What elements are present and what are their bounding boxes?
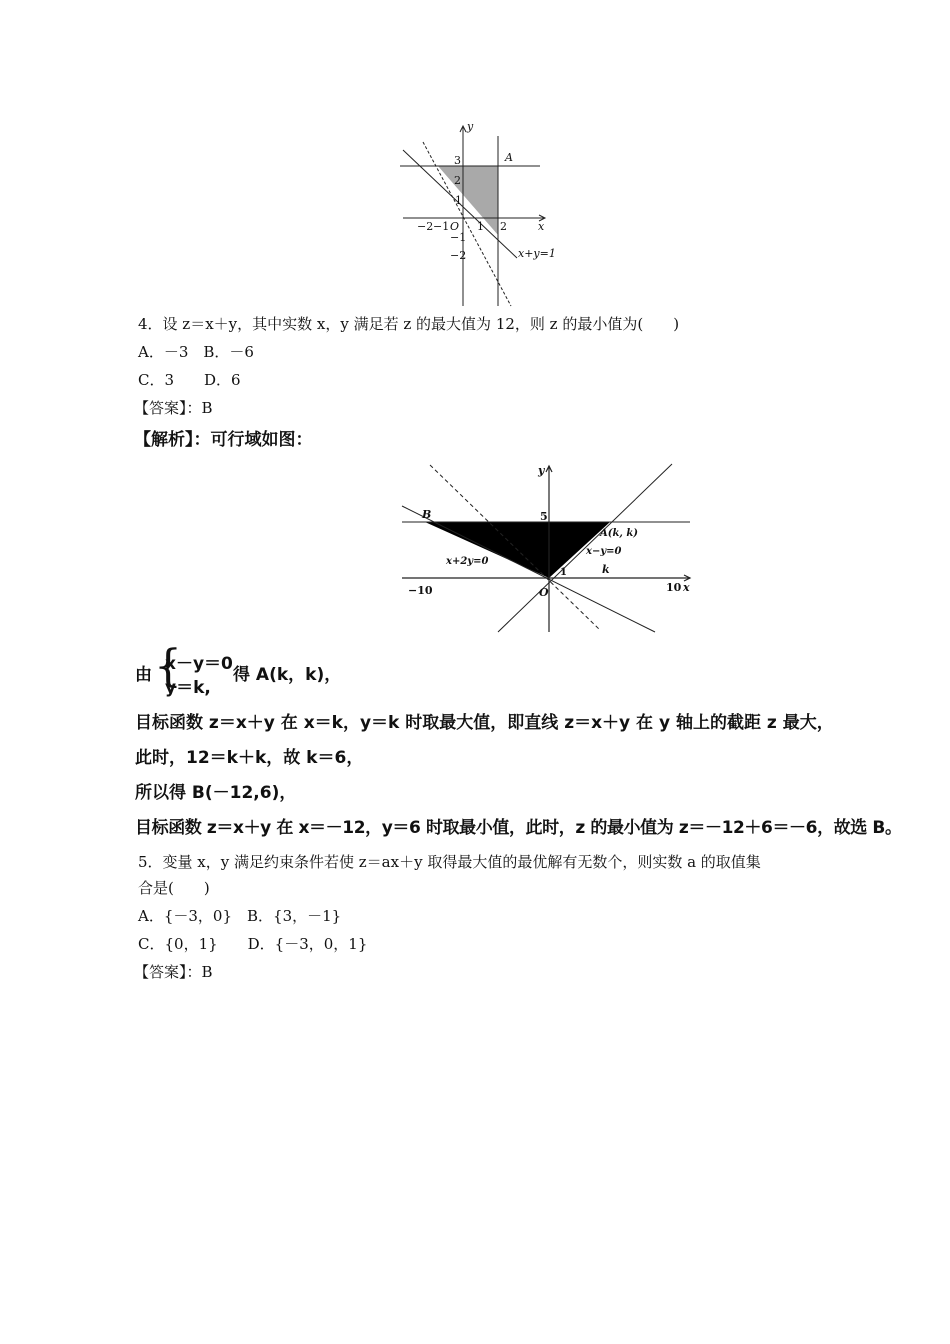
q4-question: 4．设 z＝x＋y，其中实数 x，y 满足若 z 的最大值为 12，则 z 的最小值为( ) (138, 315, 680, 333)
solution-line4: 目标函数 z＝x＋y 在 x＝－12，y＝6 时取最小值，此时，z 的最小值为 z＝－12＋6＝－6，故选 B。 (135, 818, 902, 838)
origin-label: O (539, 586, 549, 599)
tick-10: 10 (666, 581, 682, 594)
y-axis-label: y (538, 464, 545, 477)
figure2-plot (400, 460, 700, 635)
solution-line1: 目标函数 z＝x＋y 在 x＝k，y＝k 时取最大值，即直线 z＝x＋y 在 y 轴上的截距 z 最大， (135, 713, 834, 733)
q4-options-row1: A．－3 B．－6 (138, 343, 254, 361)
label-x-plus-2y: x+2y=0 (446, 556, 489, 567)
y-axis-label: y (467, 120, 474, 133)
system-eq2: y＝k, (165, 678, 211, 698)
y-tick-neg1: −1 (450, 231, 467, 244)
line-label: x+y=1 (518, 247, 556, 260)
q5-question-line2: 合是( ) (138, 879, 210, 897)
q5-options-row1: A．{－3，0} B．{3，－1} (138, 907, 342, 925)
x-tick-neg1: −1 (433, 220, 450, 233)
y-tick-2: 2 (454, 174, 461, 187)
q4-answer: 【答案】：B (134, 399, 213, 417)
system-prefix: 由 (135, 665, 152, 685)
x-tick-1: 1 (477, 220, 484, 233)
y-tick-3: 3 (454, 154, 461, 167)
system-eq1: x－y＝0 (165, 654, 233, 674)
left-brace: { (154, 641, 182, 692)
x-tick-2: 2 (500, 220, 507, 233)
solution-line2: 此时，12＝k＋k，故 k＝6， (135, 748, 364, 768)
y-tick-neg2: −2 (450, 249, 467, 262)
q5-options-row2: C．{0，1} D．{－3，0，1} (138, 935, 368, 953)
x-axis-label: x (683, 581, 690, 594)
q4-analysis-heading: 【解析】：可行域如图： (134, 430, 313, 450)
origin-label: O (450, 220, 460, 233)
system-result: 得 A(k，k)， (233, 665, 342, 685)
tick-neg10: −10 (408, 584, 433, 597)
figure-feasible-region-1 (395, 118, 560, 313)
q5-answer: 【答案】：B (134, 963, 213, 981)
q5-question-line1: 5．变量 x，y 满足约束条件若使 z＝ax＋y 取得最大值的最优解有无数个，则实数 a 的取值集 (138, 853, 761, 871)
label-b: B (422, 508, 432, 521)
figure-feasible-region-2 (400, 460, 700, 635)
point-a-label: A (505, 151, 513, 164)
label-k: k (602, 563, 610, 576)
y-tick-1: 1 (455, 194, 462, 207)
x-tick-neg2: −2 (417, 220, 434, 233)
x-axis-label: x (538, 220, 545, 233)
q4-options-row2: C．3 D．6 (138, 371, 241, 389)
label-x-minus-y: x−y=0 (586, 546, 622, 557)
label-five: 5 (540, 510, 548, 523)
solution-line3: 所以得 B(－12,6)， (135, 783, 297, 803)
label-a: A(k, k) (600, 528, 639, 539)
figure1-plot (395, 118, 560, 313)
label-one: 1 (560, 567, 567, 578)
